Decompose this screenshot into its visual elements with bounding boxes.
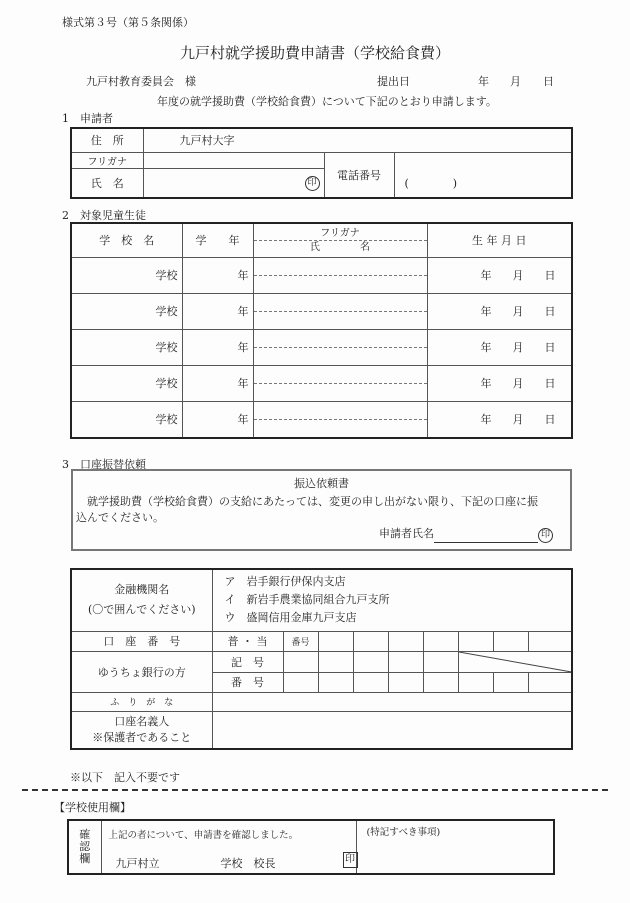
school-suffix: 学校 [155, 413, 178, 426]
header-birthdate: 生 年 月 日 [427, 223, 572, 257]
seal-icon: 印 [343, 852, 358, 868]
birth-year-label: 年 [480, 269, 492, 282]
account-number-label: 口 座 番 号 [71, 631, 212, 651]
student-furigana-field[interactable] [254, 258, 427, 276]
account-digit[interactable] [388, 631, 423, 651]
student-row [71, 329, 572, 365]
student-furigana-field[interactable] [254, 366, 427, 384]
option-name: 新岩手農業協同組合九戸支所 [246, 593, 390, 607]
confirm-body [101, 820, 356, 874]
grade-suffix: 年 [237, 269, 249, 282]
village-label: 九戸村立 [115, 857, 160, 870]
student-name-field[interactable] [254, 420, 427, 437]
institution-option-a[interactable] [225, 573, 572, 591]
submit-month-label: 月 [510, 75, 521, 88]
birth-month-label: 月 [512, 269, 524, 282]
student-furigana-field[interactable] [254, 294, 427, 312]
birth-year-label: 年 [480, 305, 492, 318]
holder-name-field[interactable] [212, 711, 572, 749]
header-school: 学 校 名 [71, 223, 182, 257]
furigana-field[interactable] [143, 152, 324, 168]
request-text-1: 就学援助費（学校給食費）の支給にあたっては、変更の申し出がない限り、下記の口座に振 [76, 495, 538, 508]
institution-option-i[interactable] [225, 591, 572, 609]
confirm-text: 上記の者について、申請書を確認しました。 [108, 830, 299, 841]
name-label: 氏 名 [71, 168, 143, 198]
confirm-label-char: 欄 [79, 852, 91, 865]
birth-day-label: 日 [544, 413, 556, 426]
applicant-signature [379, 525, 553, 543]
option-mark: ア [224, 575, 236, 589]
yucho-number-digit[interactable] [423, 672, 458, 692]
birth-year-label: 年 [480, 377, 492, 390]
student-furigana-field[interactable] [254, 402, 427, 420]
student-name-cell [253, 293, 427, 329]
grade-suffix: 年 [237, 305, 249, 318]
header-name-label: 氏 名 [310, 241, 370, 253]
student-school-field[interactable] [71, 257, 182, 293]
student-birthdate-field[interactable] [427, 293, 572, 329]
institution-option-u[interactable] [225, 609, 572, 627]
account-digit[interactable] [423, 631, 458, 651]
birth-month-label: 月 [512, 341, 524, 354]
request-title: 振込依頼書 [294, 477, 349, 490]
cut-line [22, 789, 608, 791]
submit-day-label: 日 [543, 75, 554, 88]
symbol-digit[interactable] [353, 651, 388, 672]
submit-year-label: 年 [478, 75, 489, 88]
furigana-label: フリガナ [71, 152, 143, 168]
yucho-number-digit[interactable] [528, 672, 572, 692]
grade-suffix: 年 [237, 377, 249, 390]
birth-month-label: 月 [512, 377, 524, 390]
page-title: 九戸村就学援助費申請書（学校給食費） [179, 44, 450, 62]
grade-suffix: 年 [237, 413, 249, 426]
school-principal-label: 学校 校長 [220, 857, 276, 870]
option-name: 盛岡信用金庫九戸支店 [246, 611, 357, 625]
yucho-number-digit[interactable] [283, 672, 318, 692]
option-name: 岩手銀行伊保内支店 [246, 575, 346, 589]
student-school-field[interactable] [71, 401, 182, 438]
student-row [71, 401, 572, 438]
birth-day-label: 日 [544, 341, 556, 354]
bank-table [70, 568, 573, 750]
number-label: 番 号 [212, 672, 283, 692]
student-grade-field[interactable] [182, 401, 253, 438]
holder-note: ※保護者であること [92, 730, 192, 744]
account-digit[interactable] [318, 631, 353, 651]
birth-month-label: 月 [512, 305, 524, 318]
yucho-label: ゆうちょ銀行の方 [71, 651, 212, 692]
school-use-heading: 【学校使用欄】 [54, 801, 131, 814]
address-label: 住 所 [71, 128, 143, 152]
birth-day-label: 日 [544, 305, 556, 318]
account-digit[interactable] [458, 631, 493, 651]
confirm-label-char: 確 [79, 828, 91, 841]
students-table [70, 222, 573, 439]
symbol-digit[interactable] [283, 651, 318, 672]
birth-year-label: 年 [480, 341, 492, 354]
addressee: 九戸村教育委員会 様 [86, 75, 196, 88]
student-grade-field[interactable] [182, 257, 253, 293]
school-suffix: 学校 [155, 341, 178, 354]
student-row [71, 365, 572, 401]
holder-furigana-label: ふ り が な [71, 692, 212, 711]
birth-day-label: 日 [544, 269, 556, 282]
student-birthdate-field[interactable] [427, 401, 572, 438]
transfer-request-box [71, 469, 572, 551]
phone-label: 電話番号 [324, 152, 394, 198]
student-birthdate-field[interactable] [427, 365, 572, 401]
student-name-field[interactable] [254, 348, 427, 365]
school-suffix: 学校 [155, 269, 178, 282]
holder-furigana-field[interactable] [212, 692, 572, 711]
student-school-field[interactable] [71, 329, 182, 365]
no-entry-note: ※以下 記入不要です [70, 771, 180, 784]
institution-label: 金融機関名 [114, 583, 170, 597]
account-digit[interactable] [493, 631, 528, 651]
phone-field[interactable] [394, 152, 572, 198]
diagonal-strike [459, 652, 572, 672]
birth-day-label: 日 [544, 377, 556, 390]
institution-label-cell [71, 569, 212, 631]
birth-month-label: 月 [512, 413, 524, 426]
symbol-label: 記 号 [212, 651, 283, 672]
section1-heading: 1 申請者 [62, 112, 113, 125]
header-furigana: フリガナ [254, 227, 427, 241]
submit-date-label: 提出日 [377, 75, 410, 88]
statement: 年度の就学援助費（学校給食費）について下記のとおり申請します。 [157, 95, 497, 108]
school-suffix: 学校 [155, 305, 178, 318]
yucho-number-digit[interactable] [458, 672, 493, 692]
applicant-label: 申請者氏名 [379, 527, 434, 540]
student-name-field[interactable] [254, 276, 427, 293]
account-digit[interactable] [353, 631, 388, 651]
form-number: 様式第３号（第５条関係） [62, 16, 194, 29]
student-furigana-field[interactable] [254, 330, 427, 348]
symbol-unused-cell [458, 651, 572, 672]
student-school-field[interactable] [71, 365, 182, 401]
symbol-digit[interactable] [423, 651, 458, 672]
student-name-cell [253, 257, 427, 293]
student-name-cell [253, 401, 427, 438]
holder-label: 口座名義人 [114, 714, 170, 728]
symbol-digit[interactable] [318, 651, 353, 672]
holder-label-cell [71, 711, 212, 749]
student-grade-field[interactable] [182, 329, 253, 365]
address-field[interactable]: 九戸村大字 [143, 128, 572, 152]
option-mark: イ [224, 593, 236, 607]
confirmation-table [67, 819, 555, 875]
yucho-number-digit[interactable] [318, 672, 353, 692]
section2-heading: 2 対象児童生徒 [62, 209, 146, 222]
number-label-small: 番号 [283, 631, 318, 651]
request-text-2: 込んでください。 [76, 511, 164, 524]
header-grade: 学 年 [182, 223, 253, 257]
applicant-signature-line[interactable] [434, 530, 538, 543]
confirm-label [68, 820, 101, 874]
birth-year-label: 年 [480, 413, 492, 426]
symbol-digit[interactable] [388, 651, 423, 672]
name-field[interactable] [143, 168, 324, 198]
student-row [71, 293, 572, 329]
applicant-table [70, 127, 573, 199]
account-type[interactable]: 普 ・ 当 [212, 631, 283, 651]
student-grade-field[interactable] [182, 293, 253, 329]
student-row [71, 257, 572, 293]
student-school-field[interactable] [71, 293, 182, 329]
seal-icon: 印 [538, 528, 553, 543]
student-birthdate-field[interactable] [427, 329, 572, 365]
header-name [253, 223, 427, 257]
seal-icon: 印 [305, 176, 320, 191]
phone-paren: ( ) [404, 177, 458, 190]
student-name-cell [253, 329, 427, 365]
grade-suffix: 年 [237, 341, 249, 354]
section3-heading: 3 口座振替依頼 [62, 458, 146, 471]
institution-options [212, 569, 572, 631]
yucho-number-digit[interactable] [353, 672, 388, 692]
school-suffix: 学校 [155, 377, 178, 390]
confirm-label-char: 認 [79, 840, 91, 853]
remarks-label: (特記すべき事項) [366, 827, 441, 838]
student-name-field[interactable] [254, 312, 427, 329]
student-name-field[interactable] [254, 384, 427, 401]
student-birthdate-field[interactable] [427, 257, 572, 293]
institution-note: (〇で囲んでください) [87, 603, 196, 617]
option-mark: ウ [224, 611, 236, 625]
account-digit[interactable] [528, 631, 572, 651]
yucho-number-digit[interactable] [388, 672, 423, 692]
remarks-field[interactable] [356, 820, 554, 874]
student-grade-field[interactable] [182, 365, 253, 401]
student-name-cell [253, 365, 427, 401]
yucho-number-digit[interactable] [493, 672, 528, 692]
